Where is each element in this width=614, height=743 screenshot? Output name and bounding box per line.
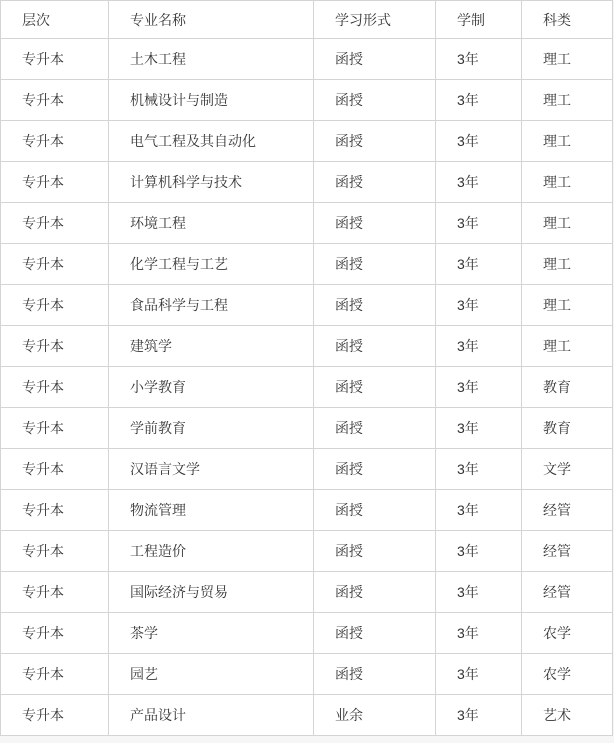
cell-form: 函授: [314, 121, 436, 162]
cell-category: 经管: [522, 572, 613, 613]
header-row: [1, 1, 613, 39]
cell-level: 专升本: [1, 449, 109, 490]
table-row: [1, 449, 613, 490]
cell-level: 专升本: [1, 203, 109, 244]
cell-form: 函授: [314, 490, 436, 531]
cell-category: 经管: [522, 490, 613, 531]
cell-level: 专升本: [1, 654, 109, 695]
table-row: [1, 613, 613, 654]
cell-category: 理工: [522, 244, 613, 285]
cell-level: 专升本: [1, 572, 109, 613]
cell-duration: 3年: [436, 326, 522, 367]
table-row: [1, 203, 613, 244]
cell-duration: 3年: [436, 531, 522, 572]
cell-category: 农学: [522, 613, 613, 654]
cell-major: 汉语言文学: [109, 449, 314, 490]
cell-category: 经管: [522, 531, 613, 572]
table-row: [1, 654, 613, 695]
column-header-level: 层次: [1, 1, 109, 39]
cell-major: 小学教育: [109, 367, 314, 408]
table-row: [1, 244, 613, 285]
cell-major: 工程造价: [109, 531, 314, 572]
table-row: [1, 285, 613, 326]
cell-major: 茶学: [109, 613, 314, 654]
table-row: [1, 39, 613, 80]
cell-major: 环境工程: [109, 203, 314, 244]
cell-duration: 3年: [436, 162, 522, 203]
cell-level: 专升本: [1, 162, 109, 203]
cell-duration: 3年: [436, 408, 522, 449]
cell-duration: 3年: [436, 39, 522, 80]
cell-level: 专升本: [1, 80, 109, 121]
cell-level: 专升本: [1, 39, 109, 80]
cell-level: 专升本: [1, 613, 109, 654]
cell-form: 函授: [314, 285, 436, 326]
cell-level: 专升本: [1, 244, 109, 285]
cell-major: 计算机科学与技术: [109, 162, 314, 203]
cell-form: 函授: [314, 654, 436, 695]
table-row: [1, 572, 613, 613]
cell-category: 理工: [522, 121, 613, 162]
cell-level: 专升本: [1, 695, 109, 736]
cell-level: 专升本: [1, 408, 109, 449]
cell-form: 函授: [314, 80, 436, 121]
cell-level: 专升本: [1, 326, 109, 367]
cell-major: 化学工程与工艺: [109, 244, 314, 285]
cell-form: 函授: [314, 367, 436, 408]
cell-category: 理工: [522, 203, 613, 244]
cell-category: 教育: [522, 408, 613, 449]
cell-duration: 3年: [436, 449, 522, 490]
cell-form: 函授: [314, 326, 436, 367]
table-row: [1, 162, 613, 203]
cell-category: 理工: [522, 285, 613, 326]
table-row: [1, 490, 613, 531]
cell-major: 物流管理: [109, 490, 314, 531]
cell-major: 机械设计与制造: [109, 80, 314, 121]
cell-major: 土木工程: [109, 39, 314, 80]
cell-duration: 3年: [436, 490, 522, 531]
table-body: [1, 39, 613, 736]
table-row: [1, 367, 613, 408]
table-row: [1, 531, 613, 572]
cell-category: 理工: [522, 162, 613, 203]
cell-major: 园艺: [109, 654, 314, 695]
cell-form: 函授: [314, 449, 436, 490]
cell-form: 函授: [314, 572, 436, 613]
cell-duration: 3年: [436, 203, 522, 244]
cell-form: 函授: [314, 203, 436, 244]
cell-category: 艺术: [522, 695, 613, 736]
cell-form: 函授: [314, 39, 436, 80]
cell-duration: 3年: [436, 367, 522, 408]
cell-major: 电气工程及其自动化: [109, 121, 314, 162]
cell-form: 函授: [314, 244, 436, 285]
cell-category: 理工: [522, 80, 613, 121]
table-row: [1, 695, 613, 736]
cell-form: 函授: [314, 613, 436, 654]
cell-major: 国际经济与贸易: [109, 572, 314, 613]
cell-level: 专升本: [1, 121, 109, 162]
cell-duration: 3年: [436, 654, 522, 695]
cell-major: 产品设计: [109, 695, 314, 736]
table-header: [1, 1, 613, 39]
cell-level: 专升本: [1, 531, 109, 572]
cell-form: 业余: [314, 695, 436, 736]
cell-duration: 3年: [436, 285, 522, 326]
cell-duration: 3年: [436, 244, 522, 285]
cell-duration: 3年: [436, 80, 522, 121]
cell-level: 专升本: [1, 367, 109, 408]
cell-duration: 3年: [436, 695, 522, 736]
cell-category: 农学: [522, 654, 613, 695]
table-row: [1, 408, 613, 449]
column-header-major: 专业名称: [109, 1, 314, 39]
cell-category: 文学: [522, 449, 613, 490]
cell-level: 专升本: [1, 490, 109, 531]
cell-form: 函授: [314, 408, 436, 449]
table-row: [1, 326, 613, 367]
cell-major: 学前教育: [109, 408, 314, 449]
cell-major: 建筑学: [109, 326, 314, 367]
table-row: [1, 80, 613, 121]
cell-category: 教育: [522, 367, 613, 408]
cell-duration: 3年: [436, 613, 522, 654]
cell-level: 专升本: [1, 285, 109, 326]
cell-duration: 3年: [436, 121, 522, 162]
cell-major: 食品科学与工程: [109, 285, 314, 326]
column-header-form: 学习形式: [314, 1, 436, 39]
cell-form: 函授: [314, 162, 436, 203]
cell-duration: 3年: [436, 572, 522, 613]
cell-category: 理工: [522, 39, 613, 80]
table-row: [1, 121, 613, 162]
column-header-category: 科类: [522, 1, 613, 39]
cell-form: 函授: [314, 531, 436, 572]
column-header-duration: 学制: [436, 1, 522, 39]
cell-category: 理工: [522, 326, 613, 367]
